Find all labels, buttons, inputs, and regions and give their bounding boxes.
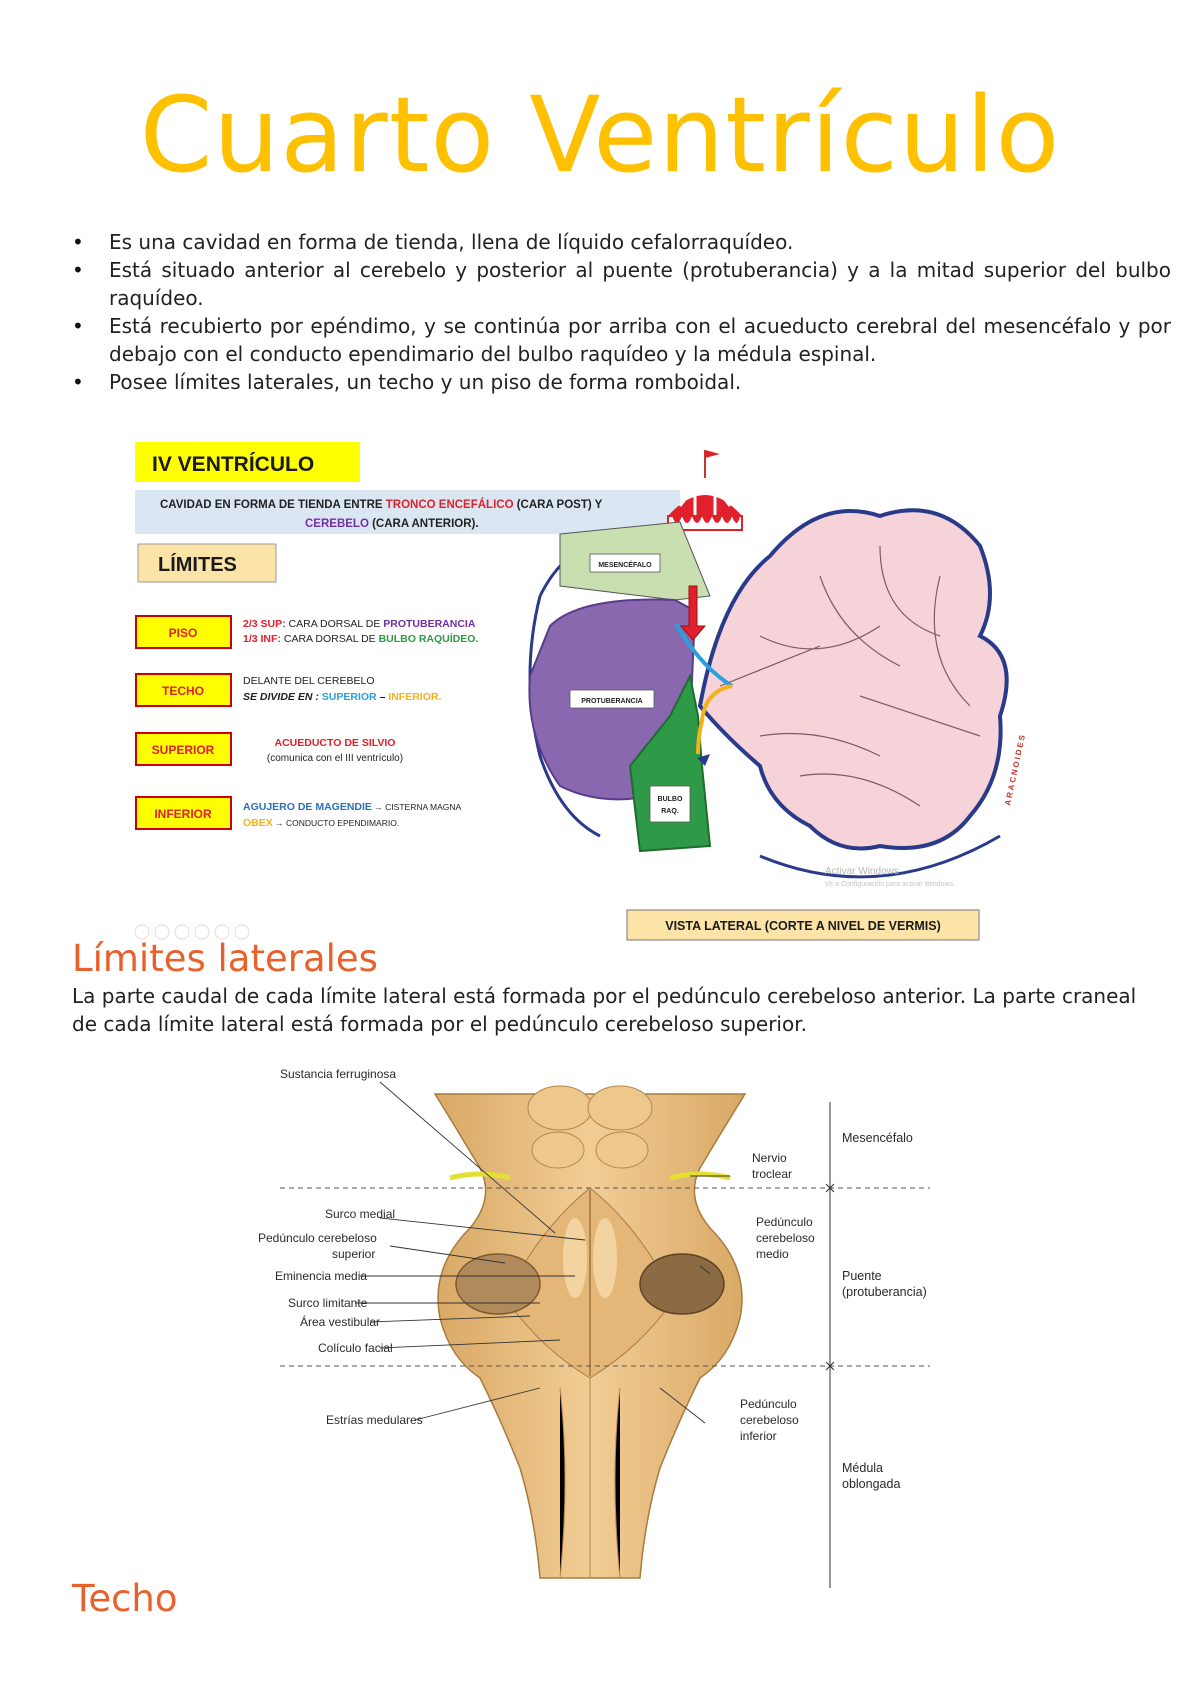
label-pedunculo-superior-2: superior	[332, 1247, 376, 1261]
label-pedunculo-inferior-3: inferior	[740, 1429, 777, 1443]
fourth-ventricle-figure	[120, 436, 1028, 946]
page-title: Cuarto Ventrículo	[139, 74, 1061, 196]
label-surco-medial: Surco medial	[325, 1207, 396, 1221]
arachnoid-label: ARACNOIDES	[1003, 732, 1028, 807]
label-nervio-troclear-1: Nervio	[752, 1151, 787, 1165]
label-estrias-medulares: Estrías medulares	[326, 1413, 423, 1427]
intro-bullet-list	[72, 228, 1171, 396]
lateral-limits-paragraph: La parte caudal de cada límite lateral está formada por el pedúnculo cerebeloso anterior. La parte craneal de cada límite lateral está formada por el pedúnculo cerebeloso superior.	[72, 984, 1137, 1036]
subtitle-line-1: CAVIDAD EN FORMA DE TIENDA ENTRE TRONCO ENCEFÁLICO (CARA POST) Y	[160, 499, 603, 511]
watermark-line-1: Activar Windows	[825, 866, 899, 877]
inferior-label: INFERIOR	[154, 807, 212, 821]
watermark-line-2: Ve a Configuración para activar Windows.	[825, 881, 955, 888]
lateral-limits-heading: Límites laterales	[72, 937, 378, 980]
label-surco-limitante: Surco limitante	[288, 1296, 368, 1310]
roof-heading: Techo	[72, 1577, 178, 1620]
floor-label: PISO	[168, 626, 198, 640]
roof-desc-2: SE DIVIDE EN : SUPERIOR – INFERIOR.	[243, 691, 442, 703]
list-item: • Es una cavidad en forma de tienda, llena de líquido cefalorraquídeo.	[109, 228, 1171, 256]
figure-header: IV VENTRÍCULO	[152, 453, 315, 476]
floor-desc-1: 2/3 SUP: CARA DORSAL DE PROTUBERANCIA	[243, 618, 476, 630]
medulla-label-2: RAQ.	[661, 808, 679, 815]
label-pedunculo-inferior-1: Pedúnculo	[740, 1397, 797, 1411]
label-pedunculo-medio-1: Pedúnculo	[756, 1215, 813, 1229]
label-area-vestibular: Área vestibular	[300, 1315, 381, 1329]
label-pedunculo-medio-3: medio	[756, 1247, 789, 1261]
mesencephalon-label: MESENCÉFALO	[598, 562, 652, 569]
sagittal-section-drawing	[529, 510, 1027, 877]
cerebellum-shape	[700, 510, 1007, 848]
figure-footer: VISTA LATERAL (CORTE A NIVEL DE VERMIS)	[665, 919, 941, 933]
label-pedunculo-inferior-2: cerebeloso	[740, 1413, 799, 1427]
roof-label: TECHO	[162, 684, 204, 698]
region-medula-1: Médula	[842, 1461, 883, 1475]
pons-label: PROTUBERANCIA	[581, 698, 643, 705]
label-pedunculo-superior-1: Pedúnculo cerebeloso	[258, 1231, 377, 1245]
roof-desc-1: DELANTE DEL CEREBELO	[243, 675, 375, 687]
inferior-desc-2: OBEX → CONDUCTO EPENDIMARIO.	[243, 817, 400, 829]
floor-desc-2: 1/3 INF: CARA DORSAL DE BULBO RAQUÍDEO.	[243, 633, 479, 645]
superior-desc-2: (comunica con el III ventrículo)	[266, 753, 404, 764]
inferior-desc-1: AGUJERO DE MAGENDIE → CISTERNA MAGNA	[243, 801, 462, 813]
region-puente-1: Puente	[842, 1269, 882, 1283]
list-item: • Está recubierto por epéndimo, y se continúa por arriba con el acueducto cerebral del mesencéfalo y por debajo con el conducto ependimario del bulbo raquídeo y la médula espinal.	[109, 312, 1171, 368]
region-mesencefalo: Mesencéfalo	[842, 1131, 913, 1145]
label-pedunculo-medio-2: cerebeloso	[756, 1231, 815, 1245]
label-sustancia-ferruginosa: Sustancia ferruginosa	[280, 1067, 397, 1081]
label-eminencia-media: Eminencia media	[275, 1269, 368, 1283]
brainstem-dorsal-figure	[240, 1058, 960, 1598]
label-nervio-troclear-2: troclear	[752, 1167, 793, 1181]
brainstem-drawing	[435, 1086, 745, 1578]
limits-label: LÍMITES	[158, 554, 237, 576]
superior-label: SUPERIOR	[151, 743, 215, 757]
superior-desc-1: ACUEDUCTO DE SILVIO	[274, 737, 396, 749]
medulla-label-1: BULBO	[657, 796, 683, 803]
list-item: • Está situado anterior al cerebelo y posterior al puente (protuberancia) y a la mitad superior del bulbo raquídeo.	[109, 256, 1171, 312]
label-coliculo-facial: Colículo facial	[318, 1341, 393, 1355]
region-puente-2: (protuberancia)	[842, 1285, 927, 1299]
region-medula-2: oblongada	[842, 1477, 901, 1491]
subtitle-line-2: CEREBELO (CARA ANTERIOR).	[305, 518, 479, 530]
list-item: • Posee límites laterales, un techo y un piso de forma romboidal.	[109, 368, 1171, 396]
